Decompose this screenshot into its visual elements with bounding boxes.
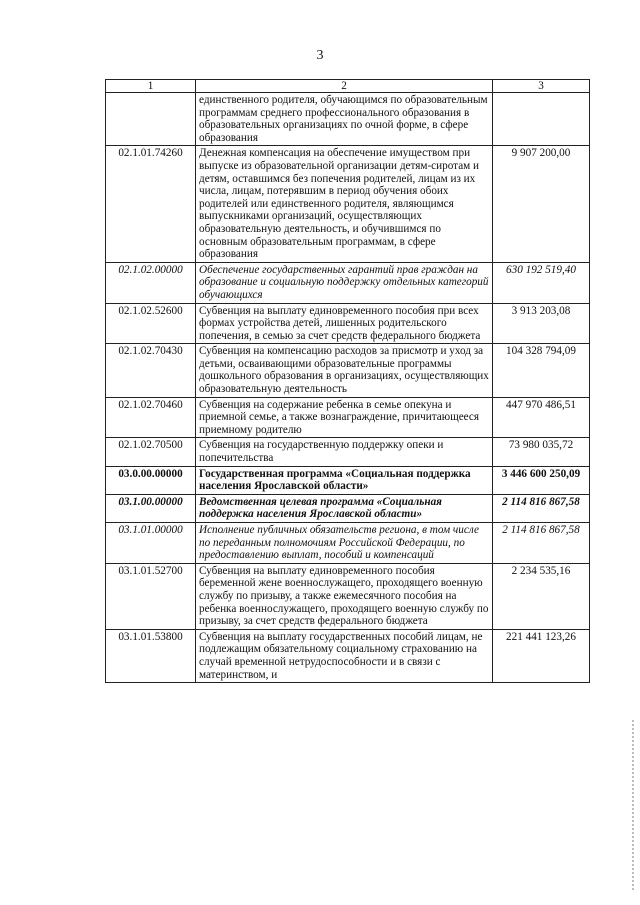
amount-cell: 2 234 535,16 xyxy=(493,563,590,629)
amount-cell: 3 913 203,08 xyxy=(493,303,590,344)
description-cell: Субвенция на государственную поддержку опеки и попечительства xyxy=(196,438,493,466)
code-cell: 02.1.02.00000 xyxy=(106,262,196,303)
amount-cell: 221 441 123,26 xyxy=(493,629,590,682)
amount-cell: 630 192 519,40 xyxy=(493,262,590,303)
budget-table xyxy=(105,79,590,683)
table-row xyxy=(106,397,590,438)
description-cell: Денежная компенсация на обеспечение имуществом при выпуске из образовательной организации детям-сиротам и детям, оставшимся без попечения родителей, лицам из их числа, лицам, потерявшим в период обучения обоих родителей или единственного родителя, являющимся выпускниками организаций, осуществляющих образовательную деятельность, и обучившимся по основным образовательным программам, в сфере образования xyxy=(196,146,493,262)
code-cell: 03.1.01.00000 xyxy=(106,523,196,564)
table-row xyxy=(106,563,590,629)
table-row xyxy=(106,344,590,397)
description-cell: Государственная программа «Социальная поддержка населения Ярославской области» xyxy=(196,466,493,494)
code-cell: 02.1.02.70460 xyxy=(106,397,196,438)
amount-cell xyxy=(493,93,590,146)
description-cell: Субвенция на выплату государственных пособий лицам, не подлежащим обязательному социальному страхованию на случай временной нетрудоспособности и в связи с материнством, и xyxy=(196,629,493,682)
table-header-row xyxy=(106,80,590,93)
code-cell: 02.1.01.74260 xyxy=(106,146,196,262)
code-cell: 03.1.01.52700 xyxy=(106,563,196,629)
table-row xyxy=(106,146,590,262)
column-header: 3 xyxy=(493,80,590,93)
page-number: 3 xyxy=(316,48,324,63)
column-header: 1 xyxy=(106,80,196,93)
code-cell: 03.1.00.00000 xyxy=(106,494,196,522)
code-cell xyxy=(106,93,196,146)
description-cell: Исполнение публичных обязательств региона, в том числе по переданным полномочиям Российской Федерации, по предоставлению выплат, пособий и компенсаций xyxy=(196,523,493,564)
description-cell: Субвенция на выплату единовременного пособия беременной жене военнослужащего, проходящего военную службу по призыву, а также ежемесячного пособия на ребенка военнослужащего, проходящего военную службу по призыву, за счет средств федерального бюджета xyxy=(196,563,493,629)
code-cell: 02.1.02.70500 xyxy=(106,438,196,466)
code-cell: 02.1.02.70430 xyxy=(106,344,196,397)
table-row xyxy=(106,466,590,494)
amount-cell: 3 446 600 250,09 xyxy=(493,466,590,494)
code-cell: 03.1.01.53800 xyxy=(106,629,196,682)
scan-edge-mark xyxy=(632,720,634,890)
table-row xyxy=(106,629,590,682)
amount-cell: 447 970 486,51 xyxy=(493,397,590,438)
table-row xyxy=(106,93,590,146)
amount-cell: 9 907 200,00 xyxy=(493,146,590,262)
amount-cell: 73 980 035,72 xyxy=(493,438,590,466)
table-row xyxy=(106,494,590,522)
table-row xyxy=(106,523,590,564)
description-cell: единственного родителя, обучающимся по образовательным программам среднего профессионального образования в образовательных организациях по очной форме, в сфере образования xyxy=(196,93,493,146)
description-cell: Субвенция на компенсацию расходов за присмотр и уход за детьми, осваивающими образовательные программы дошкольного образования в организациях, осуществляющих образовательную деятельность xyxy=(196,344,493,397)
description-cell: Субвенция на выплату единовременного пособия при всех формах устройства детей, лишенных родительского попечения, в семью за счет средств федерального бюджета xyxy=(196,303,493,344)
amount-cell: 2 114 816 867,58 xyxy=(493,494,590,522)
amount-cell: 104 328 794,09 xyxy=(493,344,590,397)
table-row xyxy=(106,303,590,344)
code-cell: 03.0.00.00000 xyxy=(106,466,196,494)
table-row xyxy=(106,438,590,466)
description-cell: Субвенция на содержание ребенка в семье опекуна и приемной семье, а также вознаграждение, причитающееся приемному родителю xyxy=(196,397,493,438)
table-row xyxy=(106,262,590,303)
code-cell: 02.1.02.52600 xyxy=(106,303,196,344)
description-cell: Обеспечение государственных гарантий прав граждан на образование и социальную поддержку отдельных категорий обучающихся xyxy=(196,262,493,303)
column-header: 2 xyxy=(196,80,493,93)
description-cell: Ведомственная целевая программа «Социальная поддержка населения Ярославской области» xyxy=(196,494,493,522)
amount-cell: 2 114 816 867,58 xyxy=(493,523,590,564)
